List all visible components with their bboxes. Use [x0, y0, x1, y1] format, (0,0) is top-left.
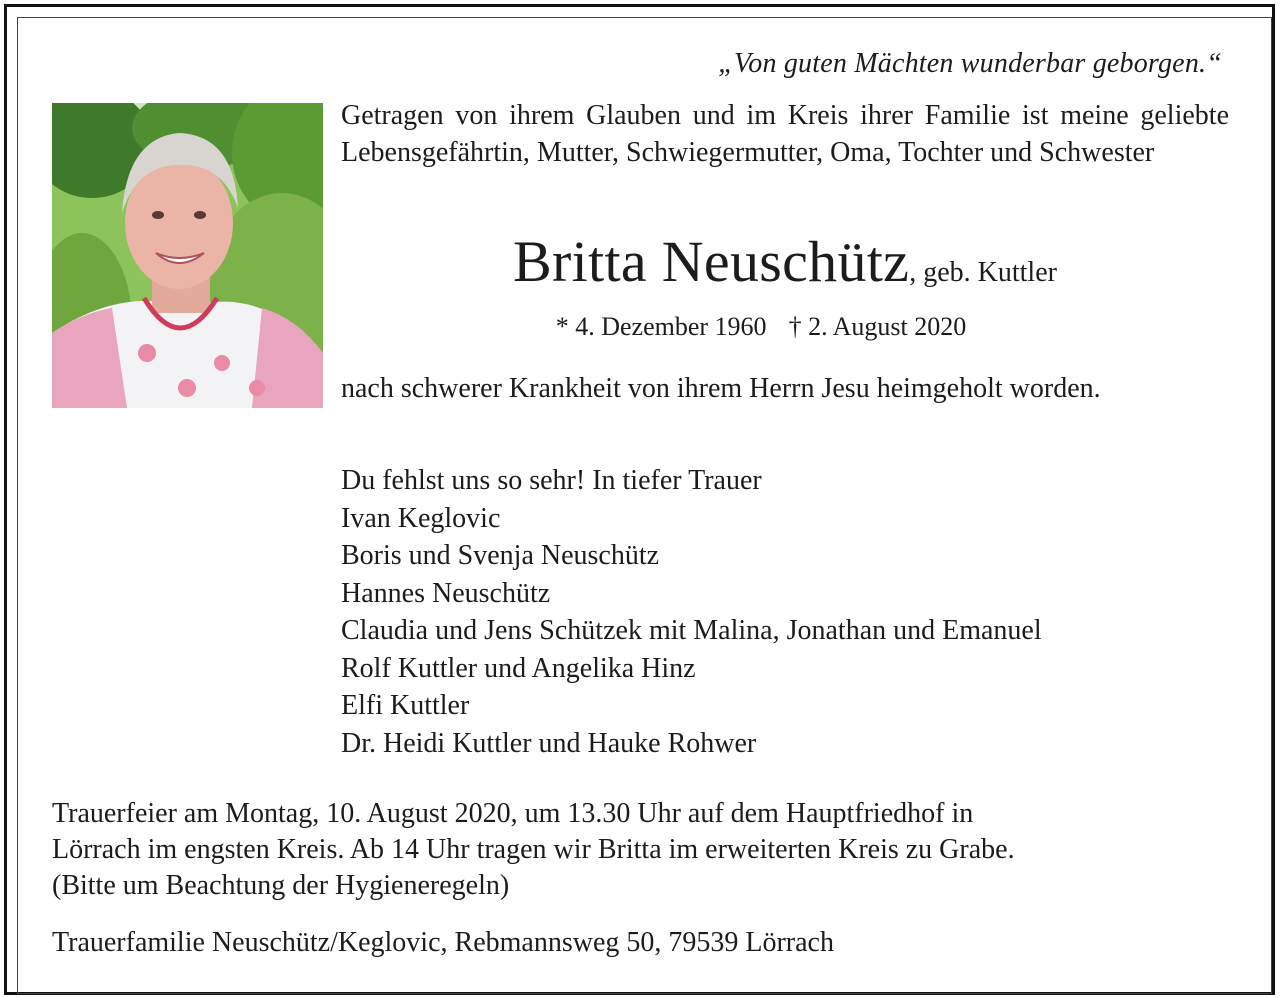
mourner-name: Elfi Kuttler — [341, 690, 470, 721]
portrait-photo — [52, 103, 323, 408]
ceremony-info — [52, 796, 1232, 904]
death-statement: nach schwerer Krankheit von ihrem Herrn Jesu heimgeholt worden. — [341, 373, 1101, 404]
mourner-name: Dr. Heidi Kuttler und Hauke Rohwer — [341, 727, 757, 759]
mourners-heading: Du fehlst uns so sehr! In tiefer Trauer — [341, 465, 762, 496]
family-address: Trauerfamilie Neuschütz/Keglovic, Rebmannsweg 50, 79539 Lörrach — [52, 927, 834, 958]
motto-quote: „Von guten Mächten wunderbar geborgen.“ — [718, 48, 1222, 79]
maiden-name: , geb. Kuttler — [909, 257, 1057, 288]
ceremony-line: Trauerfeier am Montag, 10. August 2020, um 13.30 Uhr auf dem Hauptfriedhof in — [52, 798, 974, 829]
portrait-illustration — [52, 103, 323, 408]
mourner-name: Claudia und Jens Schützek mit Malina, Jonathan und Emanuel — [341, 615, 1042, 646]
ceremony-note: (Bitte um Beachtung der Hygieneregeln) — [52, 870, 510, 901]
deceased-name-line — [341, 228, 1229, 295]
intro-text: Getragen von ihrem Glauben und im Kreis ihrer Familie ist meine geliebte Lebensgefährtin, Mutter, Schwiegermutter, Oma, Tochter und Schwester — [341, 100, 1229, 168]
life-dates — [341, 312, 1181, 342]
ceremony-line: Lörrach im engsten Kreis. Ab 14 Uhr tragen wir Britta im erweiterten Kreis zu Grabe. — [52, 834, 1015, 865]
deceased-name: Britta Neuschütz — [513, 229, 910, 294]
mourner-name: Hannes Neuschütz — [341, 577, 551, 609]
mourners-list — [341, 462, 1042, 762]
birth-date: * 4. Dezember 1960 — [555, 312, 767, 341]
mourner-name: Boris und Svenja Neuschütz — [341, 540, 660, 571]
mourner-name: Ivan Keglovic — [341, 502, 501, 534]
mourner-name: Rolf Kuttler und Angelika Hinz — [341, 652, 696, 684]
death-date: † 2. August 2020 — [788, 312, 967, 341]
